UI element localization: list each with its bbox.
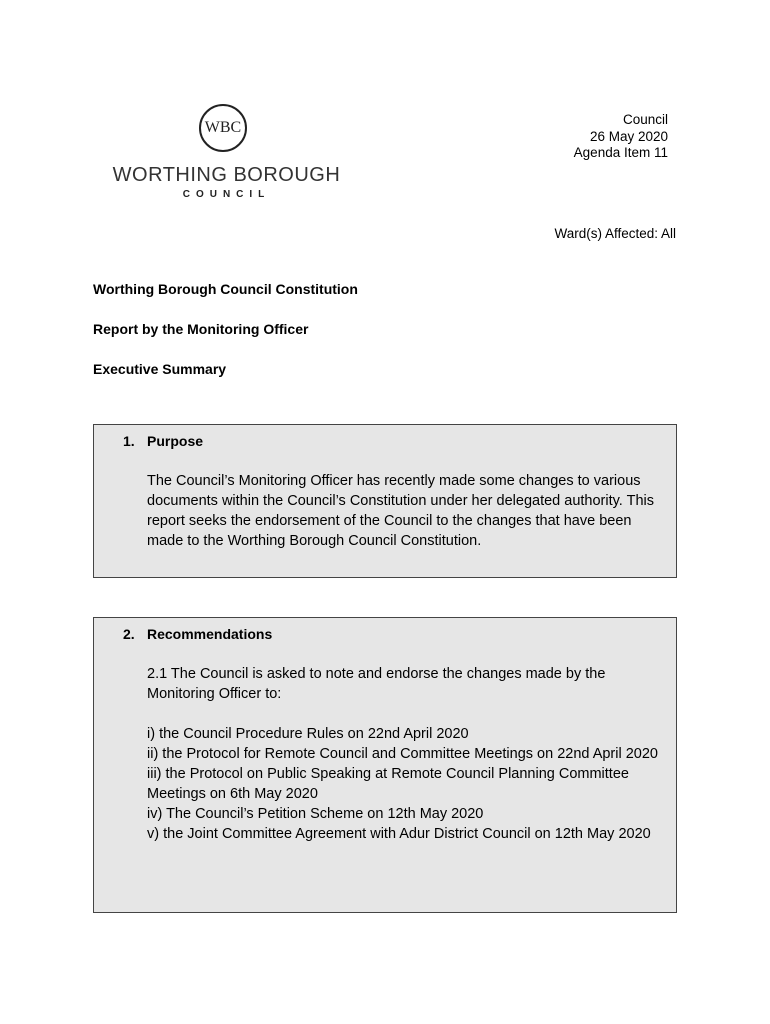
report-author: Report by the Monitoring Officer (93, 321, 309, 337)
purpose-text: The Council’s Monitoring Officer has recently made some changes to various documents within the Council’s Constitution under her delegated authority. This report seeks the endorsement of the Council to the changes that have been made to the Worthing Borough Council Constitution. (147, 473, 654, 549)
logo-subtitle: COUNCIL (182, 189, 271, 200)
logo-monogram: WBC (199, 104, 247, 152)
section-heading: Recommendations (147, 626, 273, 642)
agenda-item: Agenda Item 11 (573, 145, 668, 160)
recommendations-body (147, 664, 664, 844)
recommendations-section (93, 617, 677, 913)
recommendations-intro: 2.1 The Council is asked to note and endorse the changes made by the Monitoring Officer to: (147, 666, 606, 702)
council-logo (104, 104, 349, 204)
section-number: 1. (123, 433, 135, 449)
section-number: 2. (123, 626, 135, 642)
recommendations-heading (123, 626, 272, 642)
meeting-name: Council (622, 112, 668, 127)
section-heading: Purpose (147, 433, 204, 449)
list-item: ii) the Protocol for Remote Council and Committee Meetings on 22nd April 2020 (147, 746, 658, 762)
list-item: v) the Joint Committee Agreement with Adur District Council on 12th May 2020 (147, 826, 651, 842)
executive-summary-heading: Executive Summary (93, 361, 227, 377)
purpose-body (147, 471, 664, 551)
list-item: iii) the Protocol on Public Speaking at Remote Council Planning Committee Meetings on 6th May 2020 (147, 766, 629, 802)
report-title: Worthing Borough Council Constitution (93, 281, 358, 297)
purpose-heading (123, 433, 203, 449)
wards-affected: Ward(s) Affected: All (554, 226, 676, 241)
purpose-section (93, 424, 677, 578)
logo-name: WORTHING BOROUGH (112, 164, 341, 186)
meeting-date: 26 May 2020 (589, 128, 668, 144)
list-item: i) the Council Procedure Rules on 22nd April 2020 (147, 726, 469, 742)
meeting-details (574, 112, 668, 162)
list-item: iv) The Council’s Petition Scheme on 12th May 2020 (147, 806, 484, 822)
